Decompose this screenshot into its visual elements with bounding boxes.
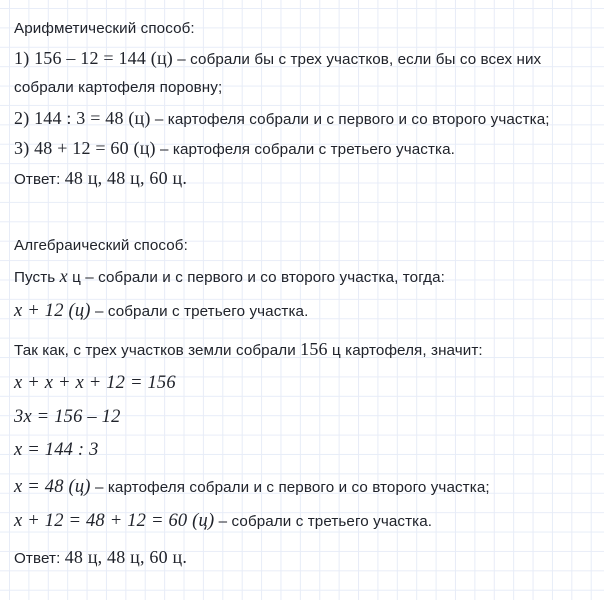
step-3-expression: 48 + 12 = 60 (ц) [34, 138, 156, 158]
arithmetic-method-heading: Арифметический способ: [14, 20, 195, 37]
algebraic-condition-line [14, 341, 483, 359]
step-2-number: 2) [14, 108, 35, 128]
algebraic-method-heading: Алгебраический способ: [14, 237, 188, 254]
equation-1-text: x + x + x + 12 = 156 [14, 373, 176, 393]
equation-2-text: 3x = 156 – 12 [14, 407, 121, 427]
third-plot-description: – собрали с третьего участка. [90, 303, 309, 320]
arithmetic-answer-line [14, 170, 187, 188]
equation-5-description: – собрали с третьего участка. [214, 513, 433, 530]
algebraic-equation-2 [14, 409, 121, 425]
arithmetic-answer-label: Ответ: [14, 171, 65, 188]
equation-3-text: x = 144 : 3 [14, 440, 99, 460]
condition-total-number: 156 [300, 339, 328, 359]
arithmetic-step-1-line-1 [14, 50, 541, 68]
step-1-description: – собрали бы с трех участков, если бы со всех них [172, 51, 542, 68]
algebraic-equation-5 [14, 513, 432, 530]
equation-4-description: – картофеля собрали и с первого и со второго участка; [90, 479, 490, 496]
algebraic-third-plot-expression [14, 303, 308, 320]
condition-prefix-text: Так как, с трех участков земли собрали [14, 342, 301, 359]
arithmetic-step-1-line-2 [14, 80, 222, 96]
algebraic-equation-4 [14, 479, 490, 496]
algebraic-answer-line [14, 549, 187, 567]
step-1-description-cont: собрали картофеля поровну; [14, 79, 223, 96]
algebraic-answer-label: Ответ: [14, 550, 65, 567]
condition-suffix-text: ц картофеля, значит: [327, 342, 483, 359]
step-3-description: – картофеля собрали с третьего участка. [155, 141, 455, 158]
arithmetic-step-2 [14, 110, 550, 128]
algebraic-let-line [14, 268, 445, 286]
step-1-number: 1) [14, 48, 35, 68]
algebraic-equation-1 [14, 375, 176, 391]
step-3-number: 3) [14, 138, 35, 158]
let-prefix-text: Пусть [14, 269, 60, 286]
step-2-description: – картофеля собрали и с первого и со второго участка; [150, 111, 550, 128]
equation-4-text: x = 48 (ц) [14, 477, 91, 497]
arithmetic-step-3 [14, 140, 455, 158]
third-plot-equation: x + 12 (ц) [14, 301, 91, 321]
algebraic-equation-3 [14, 442, 99, 458]
step-1-expression: 156 – 12 = 144 (ц) [34, 48, 173, 68]
arithmetic-answer-value: 48 ц, 48 ц, 60 ц. [64, 168, 188, 188]
solution-content [14, 0, 604, 600]
equation-5-text: x + 12 = 48 + 12 = 60 (ц) [14, 511, 215, 531]
step-2-expression: 144 : 3 = 48 (ц) [34, 108, 151, 128]
let-suffix-text: ц – собрали и с первого и со второго участка, тогда: [67, 269, 445, 286]
let-variable-x: x [59, 266, 68, 286]
algebraic-answer-value: 48 ц, 48 ц, 60 ц. [64, 547, 188, 567]
